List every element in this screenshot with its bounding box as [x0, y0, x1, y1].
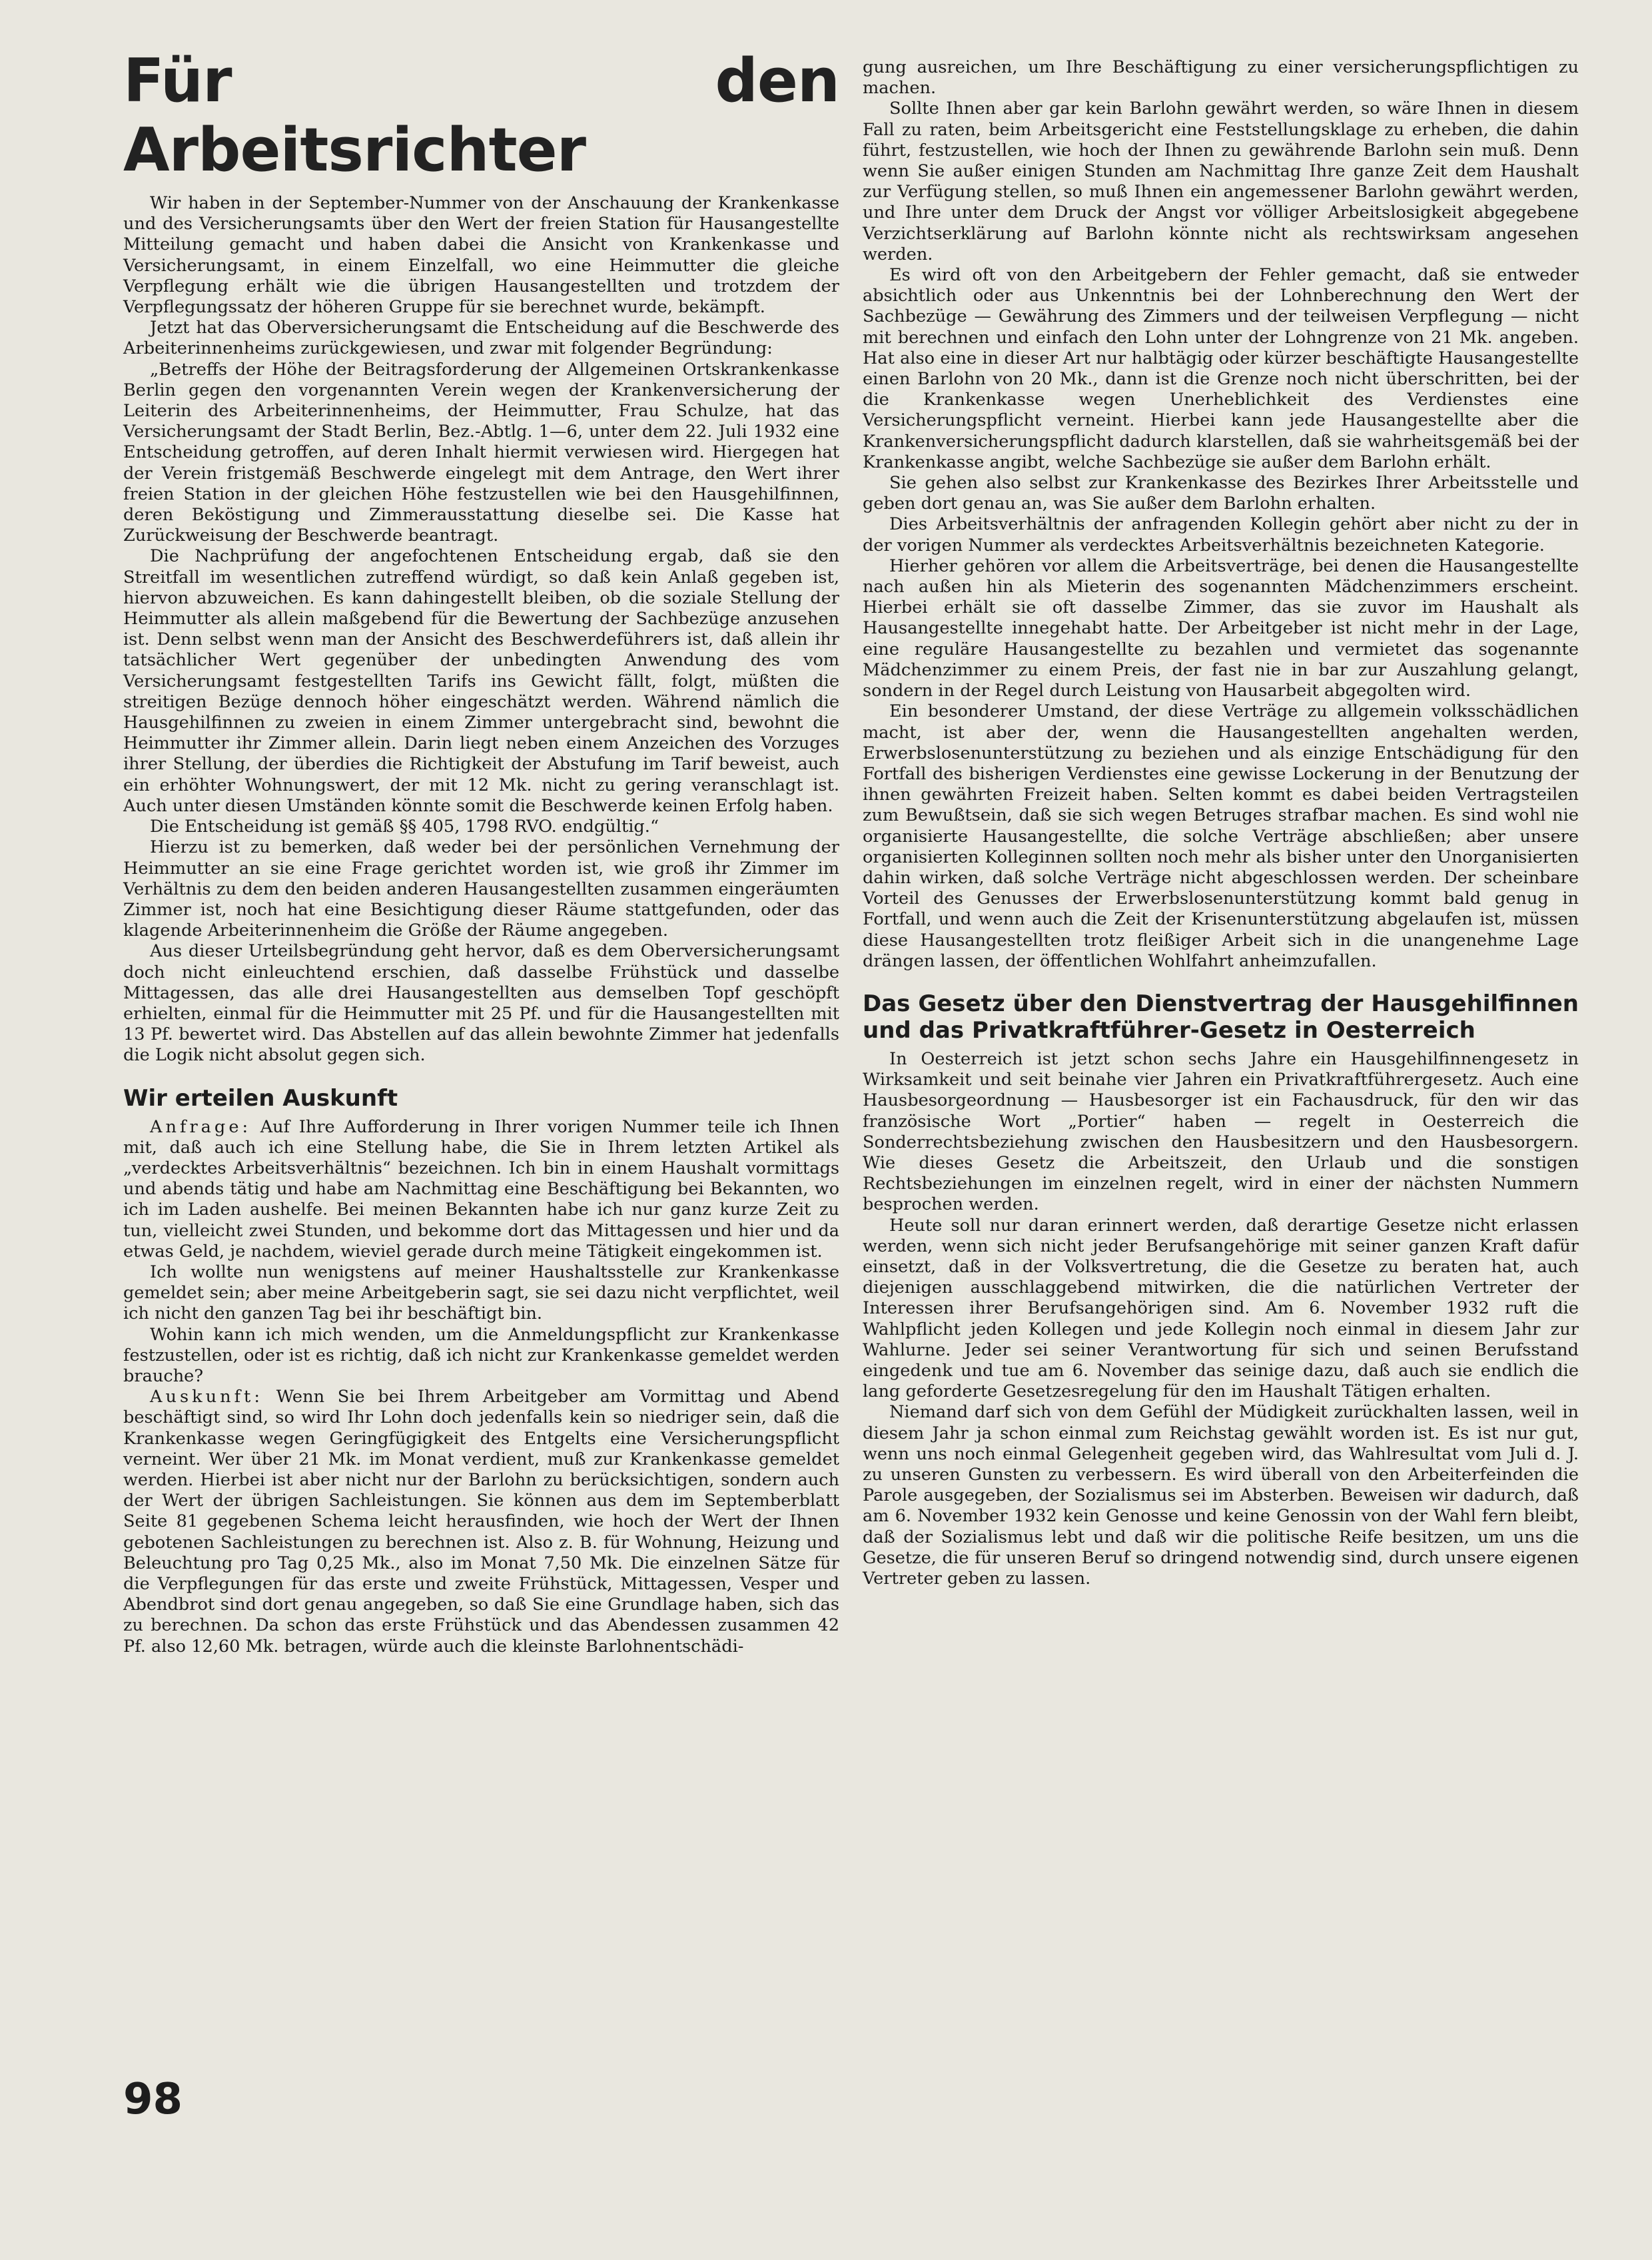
paragraph: In Oesterreich ist jetzt schon sechs Jahre ein Hausgehilfinnengesetz in Wirksamkeit und seit beinahe vier Jahren ein Privatkraftführergesetz. Auch eine Hausbesorgeordnung — Hausbesorger ist ein Fachausdruck, für den wir das französische Wort „Portier“ haben — regelt in Oesterreich die Sonderrechtsbeziehung zwischen den Hausbesitzern und den Hausbesorgern. Wie dieses Gesetz die Arbeitszeit, den Urlaub und die sonstigen Rechtsbeziehungen im einzelnen regelt, wird in einer der nächsten Nummern besprochen werden. [863, 1048, 1579, 1215]
article-title: Für den Arbeitsrichter [123, 46, 839, 185]
paragraph: Sollte Ihnen aber gar kein Barlohn gewährt werden, so wäre Ihnen in diesem Fall zu raten, beim Arbeitsgericht eine Feststellungsklage zu erheben, die dahin führt, festzustellen, wie hoch der Ihnen zu gewährende Barlohn sein muß. Denn wenn Sie außer einigen Stunden am Nachmittag Ihre ganze Zeit dem Haushalt zur Verfügung stellen, so muß Ihnen ein angemessener Barlohn gewährt werden, und Ihre unter dem Druck der Angst vor völliger Arbeitslosigkeit abgegebene Verzichtserklärung auf Barlohn könnte nicht als rechtswirksam angesehen werden. [863, 99, 1579, 264]
paragraph: Es wird oft von den Arbeitgebern der Fehler gemacht, daß sie entweder absichtlich oder aus Unkenntnis bei der Lohnberechnung den Wert der Sachbezüge — Gewährung des Zimmers und der teilweisen Verpflegung — nicht mit berechnen und einfach den Lohn unter der Lohngrenze von 21 Mk. angeben. Hat also eine in dieser Art nur halbtägig oder kürzer beschäftigte Hausangestellte einen Barlohn von 20 Mk., dann ist die Grenze noch nicht überschritten, bei der die Krankenkasse wegen Unerheblichkeit des Verdienstes eine Versicherungspflicht verneint. Hierbei kann jede Hausangestellte aber die Krankenversicherungspflicht dadurch klarstellen, daß sie wahrheitsgemäß bei der Krankenkasse angibt, welche Sachbezüge sie außer dem Barlohn erhält. [863, 265, 1579, 472]
question-paragraph [123, 1117, 839, 1262]
paragraph: Hierher gehören vor allem die Arbeitsverträge, bei denen die Hausangestellte nach außen hin als Mieterin des sogenannten Mädchenzimmers erscheint. Hierbei erhält sie oft dasselbe Zimmer, das sie zuvor im Haushalt als Hausangestellte innegehabt hatte. Der Arbeitgeber ist nicht mehr in der Lage, eine reguläre Hausangestellte zu bezahlen und vermietet das sogenannte Mädchenzimmer zu einem Preis, der fast nie in bar zur Auszahlung gelangt, sondern in der Regel durch Leistung von Hausarbeit abgegolten wird. [863, 556, 1579, 701]
question-text: Auf Ihre Aufforderung in Ihrer vorigen Nummer teile ich Ihnen mit, daß auch ich eine Stellung habe, die Sie in Ihrem letzten Artikel als „verdecktes Arbeitsverhältnis“ bezeichnen. Ich bin in einem Haushalt vormittags und abends tätig und habe am Nachmittag eine Beschäftigung bei Bekannten, wo ich im Laden aushelfe. Bei meinen Bekannten habe ich nur ganz kurze Zeit zu tun, vielleicht zwei Stunden, und bekomme dort das Mittagessen und hier und da etwas Geld, je nachdem, wieviel gerade durch meine Tätigkeit eingekommen ist. [123, 1116, 839, 1262]
page-number: 98 [123, 2075, 183, 2124]
answer-paragraph [123, 1387, 839, 1657]
right-column [863, 57, 1579, 1589]
paragraph: Dies Arbeitsverhältnis der anfragenden Kollegin gehört aber nicht zu der in der vorigen Nummer als verdecktes Arbeitsverhältnis bezeichneten Kategorie. [863, 514, 1579, 556]
paragraph-continued: gung ausreichen, um Ihre Beschäftigung zu einer versicherungspflichtigen zu machen. [863, 57, 1579, 99]
section-heading: Wir erteilen Auskunft [123, 1084, 398, 1112]
paragraph: Wohin kann ich mich wenden, um die Anmeldungspflicht zur Krankenkasse festzustellen, oder ist es richtig, daß ich nicht zur Krankenkasse gemeldet werden brauche? [123, 1324, 839, 1386]
quoted-paragraph: Die Nachprüfung der angefochtenen Entscheidung ergab, daß sie den Streitfall im wesentlichen zutreffend würdigt, so daß kein Anlaß gegeben ist, hiervon abzuweichen. Es kann dahingestellt bleiben, ob die soziale Stellung der Heimmutter als allein maßgebend für die Bewertung der Sachbezüge anzusehen ist. Denn selbst wenn man der Ansicht des Beschwerdeführers ist, daß allein ihr tatsächlicher Wert gegenüber der unbedingten Anwendung des vom Versicherungsamt festgestellten Tarifs ins Gewicht fällt, folgt, müßten die streitigen Bezüge dennoch höher eingeschätzt werden. Während nämlich die Hausgehilfinnen zu zweien in einem Zimmer untergebracht sind, bewohnt die Heimmutter ihr Zimmer allein. Darin liegt neben einem Anzeichen des Vorzuges ihrer Stellung, der überdies die Richtigkeit der Abstufung im Tarif beweist, auch ein erhöhter Wohnungswert, der mit 12 Mk. nicht zu gering veranschlagt ist. Auch unter diesen Umständen könnte somit die Beschwerde keinen Erfolg haben. [123, 546, 839, 816]
paragraph: Sie gehen also selbst zur Krankenkasse des Bezirkes Ihrer Arbeitsstelle und geben dort genau an, was Sie außer dem Barlohn erhalten. [863, 473, 1579, 514]
paragraph: Niemand darf sich von dem Gefühl der Müdigkeit zurückhalten lassen, weil in diesem Jahr ja schon einmal zum Reichstag gewählt worden ist. Es ist nur gut, wenn uns noch einmal Gelegenheit gegeben wird, das Wahlresultat vom Juli d. J. zu unseren Gunsten zu verbessern. Es wird überall von den Arbeiterfeinden die Parole ausgegeben, der Sozialismus sei im Absterben. Beweisen wir dadurch, daß am 6. November 1932 kein Genosse und keine Genossin von der Wahl fern bleibt, daß der Sozialismus lebt und daß wir die politische Reife besitzen, um uns die Gesetze, die für unseren Beruf so dringend notwendig sind, durch unsere eigenen Vertreter geben zu lassen. [863, 1402, 1579, 1589]
answer-text: Wenn Sie bei Ihrem Arbeitgeber am Vormittag und Abend beschäftigt sind, so wird Ihr Lohn doch jedenfalls kein so niedriger sein, daß die Krankenkasse wegen Geringfügigkeit des Entgelts eine Versicherungspflicht verneint. Wer über 21 Mk. im Monat verdient, muß zur Krankenkasse gemeldet werden. Hierbei ist aber nicht nur der Barlohn zu berücksichtigen, sondern auch der Wert der übrigen Sachleistungen. Sie können aus dem im Septemberblatt Seite 81 gegebenen Schema leicht herausfinden, wie hoch der Wert der Ihnen gebotenen Sachleistungen zu berechnen ist. Also z. B. für Wohnung, Heizung und Beleuchtung pro Tag 0,25 Mk., also im Monat 7,50 Mk. Die einzelnen Sätze für die Verpflegungen für das erste und zweite Frühstück, Mittagessen, Vesper und Abendbrot sind dort genau angegeben, so daß Sie eine Grundlage haben, sich das zu berechnen. Da schon das erste Frühstück und das Abendessen zusammen 42 Pf. also 12,60 Mk. betragen, würde auch die kleinste Barlohnentschädi- [123, 1387, 840, 1657]
quoted-paragraph: „Betreffs der Höhe der Beitragsforderung der Allgemeinen Ortskrankenkasse Berlin gegen den vorgenannten Verein wegen der Krankenversicherung der Leiterin des Arbeiterinnenheims, der Heimmutter, Frau Schulze, hat das Versicherungsamt der Stadt Berlin, Bez.-Abtlg. 1—6, unter dem 22. Juli 1932 eine Entscheidung getroffen, auf deren Inhalt hiermit verwiesen wird. Hiergegen hat der Verein fristgemäß Beschwerde eingelegt mit dem Antrage, den Wert ihrer freien Station in der gleichen Höhe festzustellen wie bei den Hausgehilfinnen, deren Beköstigung und Zimmerausstattung dieselbe sei. Die Kasse hat Zurückweisung der Beschwerde beantragt. [123, 359, 839, 546]
quoted-paragraph: Die Entscheidung ist gemäß §§ 405, 1798 RVO. endgültig.“ [150, 817, 659, 837]
paragraph: Jetzt hat das Oberversicherungsamt die Entscheidung auf die Beschwerde des Arbeiterinnenheims zurückgewiesen, und zwar mit folgender Begründung: [123, 318, 839, 359]
paragraph: Hierzu ist zu bemerken, daß weder bei der persönlichen Vernehmung der Heimmutter an sie eine Frage gerichtet worden ist, wie groß ihr Zimmer im Verhältnis zu dem den beiden anderen Hausangestellten zusammen eingeräumten Zimmer ist, noch hat eine Besichtigung dieser Räume stattgefunden, oder das klagende Arbeiterinnenheim die Größe der Räume angegeben. [123, 837, 839, 941]
paragraph: Aus dieser Urteilsbegründung geht hervor, daß es dem Oberversicherungsamt doch nicht einleuchtend erschien, daß dasselbe Frühstück und dasselbe Mittagessen, das alle drei Hausangestellten aus demselben Topf geschöpft erhielten, einmal für die Heimmutter mit 25 Pf. und für die Hausangestellten mit 13 Pf. bewertet wird. Das Abstellen auf das allein bewohnte Zimmer hat jedenfalls die Logik nicht absolut gegen sich. [123, 941, 839, 1066]
paragraph: Wir haben in der September-Nummer von der Anschauung der Krankenkasse und des Versicherungsamts über den Wert der freien Station für Hausangestellte Mitteilung gemacht und haben dabei die Ansicht von Krankenkasse und Versicherungsamt, in einem Einzelfall, wo eine Heimmutter die gleiche Verpflegung erhält wie die übrigen Hausangestellten und trotzdem der Verpflegungssatz der höheren Gruppe für sie berechnet wurde, bekämpft. [123, 193, 839, 318]
section-heading: Das Gesetz über den Dienstvertrag der Hausgehilfinnen und das Privatkraftführer-Gesetz in Oesterreich [863, 990, 1579, 1044]
left-column [123, 47, 839, 1657]
question-label: Anfrage: [150, 1116, 252, 1137]
answer-label: Auskunft: [150, 1387, 263, 1407]
paragraph: Ich wollte nun wenigstens auf meiner Haushaltsstelle zur Krankenkasse gemeldet sein; aber meine Arbeitgeberin sagt, sie sei dazu nicht verpflichtet, weil ich nicht den ganzen Tag bei ihr beschäftigt bin. [123, 1262, 839, 1324]
paragraph: Heute soll nur daran erinnert werden, daß derartige Gesetze nicht erlassen werden, wenn sich nicht jeder Berufsangehörige mit seiner ganzen Kraft dafür einsetzt, daß in der Volksvertretung, die die Gesetze zu beraten hat, auch diejenigen ausschlaggebend mitwirken, die die natürlichen Vertreter der Interessen ihrer Berufsangehörigen sind. Am 6. November 1932 ruft die Wahlpflicht jeden Kollegen und jede Kollegin noch einmal in diesem Jahr zur Wahlurne. Jeder sei seiner Verantwortung für sich und seinen Berufsstand eingedenk und tue am 6. November das seinige dazu, daß auch sie endlich die lang geforderte Gesetzesregelung für den im Haushalt Tätigen erhalten. [863, 1215, 1579, 1402]
paragraph: Ein besonderer Umstand, der diese Verträge zu allgemein volksschädlichen macht, ist aber der, wenn die Hausangestellten angehalten werden, Erwerbslosenunterstützung zu beziehen und als einzige Entschädigung für den Fortfall des bisherigen Verdienstes eine gewisse Lockerung in der Benutzung der ihnen gewährten Freizeit haben. Selten kommt es dabei beiden Vertragsteilen zum Bewußtsein, daß sie sich wegen Betruges strafbar machen. Es sind wohl nie organisierte Hausangestellte, die solche Verträge abschließen; aber unsere organisierten Kolleginnen sollten noch mehr als bisher unter den Unorganisierten dahin wirken, daß solche Verträge nicht abgeschlossen werden. Der scheinbare Vorteil des Genusses der Erwerbslosenunterstützung kommt bald genug in Fortfall, und wenn auch die Zeit der Krisenunterstützung abgelaufen ist, müssen diese Hausangestellten trotz fleißiger Arbeit sich in die unangenehme Lage drängen lassen, der öffentlichen Wohlfahrt anheimzufallen. [863, 701, 1579, 971]
